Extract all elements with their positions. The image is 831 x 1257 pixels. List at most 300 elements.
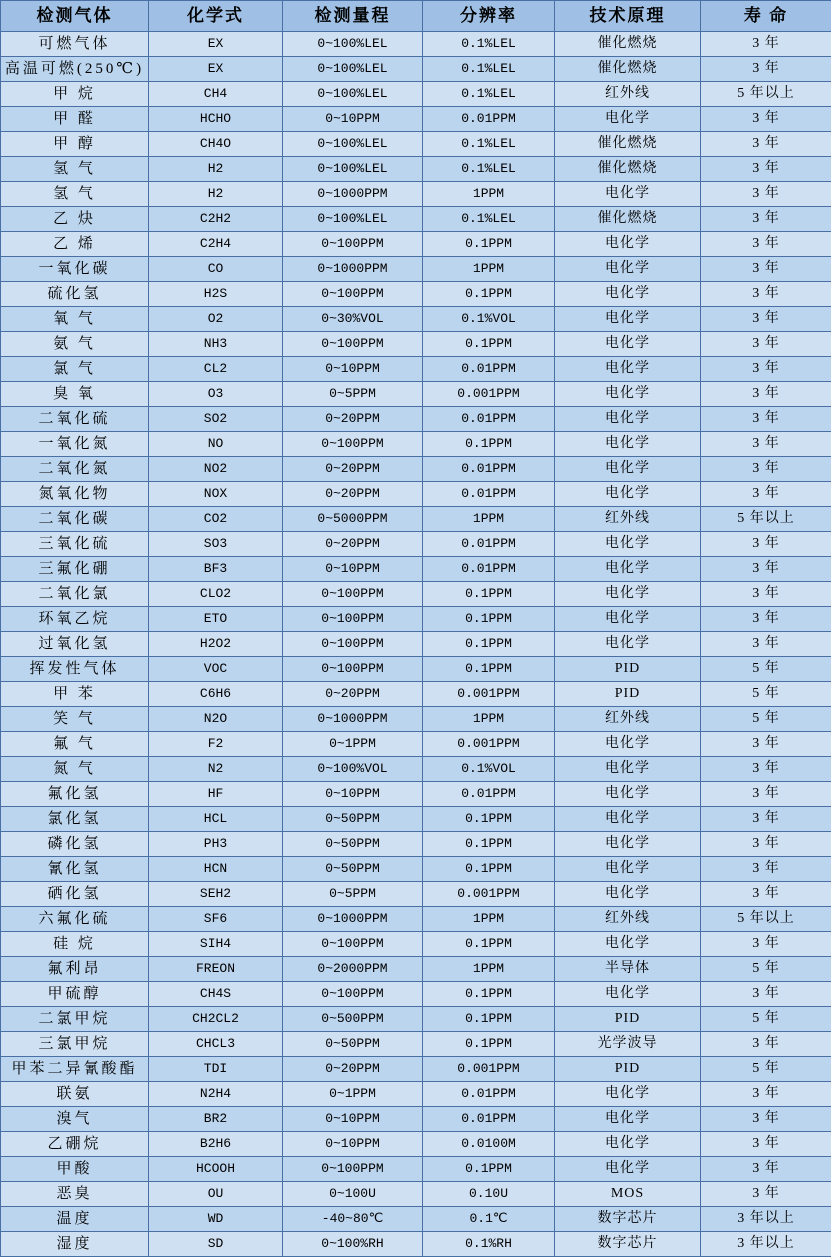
cell-formula: C2H4 [149,232,283,257]
cell-resolution: 0.1PPM [423,232,555,257]
cell-formula: NO [149,432,283,457]
table-row [1,457,831,482]
cell-formula: WD [149,1207,283,1232]
cell-range: 0~100PPM [283,1157,423,1182]
cell-formula: N2O [149,707,283,732]
cell-life: 3 年 [701,57,831,82]
cell-gas: 乙 烯 [1,232,149,257]
table-row [1,557,831,582]
cell-range: 0~20PPM [283,532,423,557]
cell-gas: 氧 气 [1,307,149,332]
cell-resolution: 0.1PPM [423,1157,555,1182]
cell-life: 3 年 [701,232,831,257]
cell-formula: SO2 [149,407,283,432]
cell-principle: 电化学 [555,282,701,307]
cell-range: 0~5PPM [283,882,423,907]
cell-life: 3 年 [701,832,831,857]
cell-principle: 电化学 [555,382,701,407]
cell-gas: 二氧化氯 [1,582,149,607]
table-row [1,1132,831,1157]
cell-life: 5 年 [701,1057,831,1082]
cell-range: 0~100%LEL [283,157,423,182]
cell-gas: 三氯甲烷 [1,1032,149,1057]
cell-principle: 电化学 [555,357,701,382]
table-row [1,82,831,107]
cell-resolution: 0.01PPM [423,107,555,132]
cell-principle: PID [555,1007,701,1032]
table-row [1,632,831,657]
cell-gas: 可燃气体 [1,32,149,57]
cell-gas: 氢 气 [1,157,149,182]
cell-life: 3 年 [701,932,831,957]
cell-resolution: 0.001PPM [423,382,555,407]
cell-range: 0~50PPM [283,857,423,882]
cell-life: 3 年 [701,732,831,757]
cell-life: 3 年 [701,32,831,57]
table-row [1,832,831,857]
cell-gas: 溴气 [1,1107,149,1132]
cell-formula: HCN [149,857,283,882]
cell-life: 3 年 [701,157,831,182]
table-row [1,607,831,632]
cell-gas: 挥发性气体 [1,657,149,682]
cell-resolution: 0.01PPM [423,357,555,382]
cell-range: 0~2000PPM [283,957,423,982]
cell-range: 0~100PPM [283,582,423,607]
cell-gas: 甲 苯 [1,682,149,707]
table-row [1,1157,831,1182]
cell-formula: HCOOH [149,1157,283,1182]
cell-formula: H2O2 [149,632,283,657]
cell-principle: 电化学 [555,632,701,657]
cell-formula: NH3 [149,332,283,357]
table-row [1,807,831,832]
table-row [1,482,831,507]
cell-principle: 电化学 [555,1132,701,1157]
cell-formula: CL2 [149,357,283,382]
table-row [1,57,831,82]
cell-formula: CH4S [149,982,283,1007]
cell-range: 0~10PPM [283,1132,423,1157]
table-header [1,1,831,32]
cell-resolution: 0.1PPM [423,1007,555,1032]
cell-principle: 电化学 [555,932,701,957]
cell-range: 0~10PPM [283,1107,423,1132]
cell-life: 3 年 [701,532,831,557]
cell-principle: 电化学 [555,107,701,132]
cell-life: 5 年 [701,1007,831,1032]
cell-life: 5 年 [701,707,831,732]
cell-principle: PID [555,657,701,682]
cell-resolution: 0.01PPM [423,782,555,807]
cell-principle: 电化学 [555,882,701,907]
cell-principle: 电化学 [555,432,701,457]
table-row [1,782,831,807]
cell-resolution: 0.001PPM [423,1057,555,1082]
cell-life: 3 年 [701,282,831,307]
cell-range: 0~500PPM [283,1007,423,1032]
cell-formula: PH3 [149,832,283,857]
cell-range: 0~1PPM [283,1082,423,1107]
cell-resolution: 1PPM [423,507,555,532]
cell-gas: 氮 气 [1,757,149,782]
cell-formula: EX [149,32,283,57]
cell-gas: 氮氧化物 [1,482,149,507]
cell-range: 0~100U [283,1182,423,1207]
cell-formula: H2S [149,282,283,307]
cell-gas: 环氧乙烷 [1,607,149,632]
cell-gas: 二氧化碳 [1,507,149,532]
cell-resolution: 0.01PPM [423,532,555,557]
cell-resolution: 0.1%VOL [423,307,555,332]
cell-gas: 甲酸 [1,1157,149,1182]
cell-principle: 电化学 [555,607,701,632]
cell-life: 3 年 [701,782,831,807]
cell-principle: 电化学 [555,1082,701,1107]
table-row [1,857,831,882]
cell-formula: F2 [149,732,283,757]
cell-principle: PID [555,1057,701,1082]
cell-principle: 催化燃烧 [555,132,701,157]
cell-formula: HCL [149,807,283,832]
cell-range: 0~100PPM [283,657,423,682]
cell-life: 5 年以上 [701,907,831,932]
cell-resolution: 0.1%LEL [423,82,555,107]
table-row [1,1107,831,1132]
cell-gas: 二氯甲烷 [1,1007,149,1032]
column-header-formula: 化学式 [149,1,283,32]
cell-resolution: 0.01PPM [423,407,555,432]
cell-formula: BF3 [149,557,283,582]
cell-principle: 电化学 [555,757,701,782]
cell-principle: 电化学 [555,532,701,557]
cell-range: 0~1000PPM [283,707,423,732]
cell-life: 3 年 [701,1032,831,1057]
cell-resolution: 0.001PPM [423,732,555,757]
cell-gas: 氟化氢 [1,782,149,807]
table-row [1,657,831,682]
cell-gas: 硅 烷 [1,932,149,957]
cell-gas: 联氨 [1,1082,149,1107]
cell-life: 3 年 [701,857,831,882]
cell-principle: 光学波导 [555,1032,701,1057]
cell-range: 0~10PPM [283,107,423,132]
cell-formula: NO2 [149,457,283,482]
cell-range: 0~10PPM [283,557,423,582]
cell-formula: SF6 [149,907,283,932]
cell-life: 3 年 [701,257,831,282]
cell-gas: 笑 气 [1,707,149,732]
cell-formula: C6H6 [149,682,283,707]
cell-gas: 甲 醛 [1,107,149,132]
cell-resolution: 0.001PPM [423,882,555,907]
cell-formula: EX [149,57,283,82]
cell-gas: 氟 气 [1,732,149,757]
cell-resolution: 0.01PPM [423,457,555,482]
cell-principle: 红外线 [555,507,701,532]
cell-formula: C2H2 [149,207,283,232]
table-body [1,32,831,1257]
cell-gas: 湿度 [1,1232,149,1257]
cell-gas: 甲硫醇 [1,982,149,1007]
cell-gas: 一氧化氮 [1,432,149,457]
table-row [1,132,831,157]
cell-formula: H2 [149,157,283,182]
cell-resolution: 0.1PPM [423,932,555,957]
cell-principle: 催化燃烧 [555,32,701,57]
cell-formula: CH4 [149,82,283,107]
cell-gas: 氟利昂 [1,957,149,982]
column-header-life: 寿 命 [701,1,831,32]
cell-gas: 二氧化硫 [1,407,149,432]
cell-resolution: 0.1PPM [423,332,555,357]
cell-principle: 电化学 [555,457,701,482]
table-row [1,307,831,332]
table-row [1,232,831,257]
cell-life: 3 年 [701,457,831,482]
table-row [1,1032,831,1057]
table-row [1,732,831,757]
table-row [1,582,831,607]
table-row [1,432,831,457]
cell-life: 3 年 [701,1182,831,1207]
cell-principle: 红外线 [555,907,701,932]
cell-gas: 一氧化碳 [1,257,149,282]
cell-principle: 电化学 [555,582,701,607]
cell-range: 0~100PPM [283,332,423,357]
table-row [1,1007,831,1032]
cell-principle: PID [555,682,701,707]
cell-range: 0~100PPM [283,282,423,307]
cell-formula: VOC [149,657,283,682]
cell-gas: 硒化氢 [1,882,149,907]
cell-life: 5 年 [701,957,831,982]
cell-principle: 数字芯片 [555,1207,701,1232]
cell-gas: 氰化氢 [1,857,149,882]
cell-formula: CO [149,257,283,282]
cell-gas: 恶臭 [1,1182,149,1207]
cell-principle: 电化学 [555,307,701,332]
column-header-gas: 检测气体 [1,1,149,32]
table-row [1,382,831,407]
cell-formula: SO3 [149,532,283,557]
table-row [1,682,831,707]
cell-principle: 电化学 [555,482,701,507]
cell-principle: 催化燃烧 [555,207,701,232]
cell-resolution: 0.1PPM [423,857,555,882]
cell-range: 0~100%LEL [283,132,423,157]
cell-formula: FREON [149,957,283,982]
table-row [1,257,831,282]
cell-range: 0~100%RH [283,1232,423,1257]
cell-resolution: 0.1%LEL [423,207,555,232]
cell-gas: 氨 气 [1,332,149,357]
cell-range: 0~50PPM [283,832,423,857]
cell-principle: 电化学 [555,732,701,757]
cell-formula: SEH2 [149,882,283,907]
cell-principle: 半导体 [555,957,701,982]
cell-range: 0~100PPM [283,432,423,457]
cell-resolution: 0.1PPM [423,632,555,657]
cell-range: 0~1000PPM [283,257,423,282]
table-row [1,757,831,782]
cell-formula: CLO2 [149,582,283,607]
cell-gas: 三氧化硫 [1,532,149,557]
cell-range: 0~100PPM [283,932,423,957]
cell-range: 0~1000PPM [283,907,423,932]
table-row [1,932,831,957]
cell-range: 0~100PPM [283,232,423,257]
cell-life: 3 年 [701,407,831,432]
cell-resolution: 0.1PPM [423,582,555,607]
cell-principle: 电化学 [555,232,701,257]
cell-formula: SIH4 [149,932,283,957]
cell-resolution: 0.1%RH [423,1232,555,1257]
cell-range: 0~100PPM [283,982,423,1007]
cell-resolution: 0.10U [423,1182,555,1207]
cell-life: 3 年 [701,557,831,582]
cell-range: 0~50PPM [283,1032,423,1057]
cell-range: 0~100PPM [283,632,423,657]
cell-gas: 乙 炔 [1,207,149,232]
cell-principle: 电化学 [555,782,701,807]
cell-principle: 电化学 [555,1157,701,1182]
table-row [1,157,831,182]
cell-resolution: 0.1%LEL [423,132,555,157]
cell-principle: 催化燃烧 [555,57,701,82]
cell-life: 3 年 [701,632,831,657]
cell-formula: B2H6 [149,1132,283,1157]
cell-formula: ETO [149,607,283,632]
cell-range: 0~20PPM [283,682,423,707]
table-row [1,1057,831,1082]
cell-range: 0~1PPM [283,732,423,757]
cell-resolution: 0.1%LEL [423,157,555,182]
cell-formula: CHCL3 [149,1032,283,1057]
cell-life: 3 年 [701,757,831,782]
cell-life: 3 年 [701,1082,831,1107]
cell-gas: 过氧化氢 [1,632,149,657]
cell-gas: 氯化氢 [1,807,149,832]
cell-life: 3 年 [701,982,831,1007]
cell-resolution: 1PPM [423,957,555,982]
cell-gas: 温度 [1,1207,149,1232]
table-row [1,32,831,57]
table-row [1,532,831,557]
cell-life: 3 年 [701,1107,831,1132]
cell-gas: 六氟化硫 [1,907,149,932]
cell-life: 3 年 [701,382,831,407]
cell-formula: N2 [149,757,283,782]
cell-principle: 电化学 [555,182,701,207]
cell-formula: HCHO [149,107,283,132]
cell-resolution: 0.001PPM [423,682,555,707]
cell-resolution: 0.01PPM [423,482,555,507]
cell-formula: CH4O [149,132,283,157]
cell-resolution: 1PPM [423,907,555,932]
cell-life: 3 年 [701,1157,831,1182]
column-header-resolution: 分辨率 [423,1,555,32]
cell-formula: N2H4 [149,1082,283,1107]
cell-life: 5 年以上 [701,82,831,107]
cell-formula: TDI [149,1057,283,1082]
cell-formula: HF [149,782,283,807]
cell-life: 3 年 [701,332,831,357]
cell-resolution: 0.1PPM [423,807,555,832]
cell-resolution: 0.1%LEL [423,57,555,82]
cell-principle: 电化学 [555,832,701,857]
cell-range: -40~80℃ [283,1207,423,1232]
cell-range: 0~20PPM [283,407,423,432]
table-row [1,357,831,382]
cell-resolution: 1PPM [423,257,555,282]
cell-range: 0~20PPM [283,482,423,507]
cell-life: 3 年 [701,482,831,507]
table-row [1,332,831,357]
cell-life: 3 年 [701,432,831,457]
cell-principle: MOS [555,1182,701,1207]
cell-life: 3 年 [701,582,831,607]
table-row [1,707,831,732]
cell-principle: 电化学 [555,257,701,282]
cell-life: 3 年 [701,607,831,632]
cell-life: 5 年 [701,657,831,682]
cell-life: 5 年以上 [701,507,831,532]
table-row [1,982,831,1007]
cell-formula: SD [149,1232,283,1257]
cell-life: 3 年以上 [701,1232,831,1257]
cell-range: 0~20PPM [283,1057,423,1082]
cell-gas: 甲 醇 [1,132,149,157]
table-header-row [1,1,831,32]
cell-range: 0~100%LEL [283,57,423,82]
cell-range: 0~100%LEL [283,207,423,232]
cell-formula: OU [149,1182,283,1207]
cell-resolution: 0.01PPM [423,1107,555,1132]
cell-formula: H2 [149,182,283,207]
cell-life: 3 年 [701,132,831,157]
cell-gas: 臭 氧 [1,382,149,407]
cell-principle: 电化学 [555,407,701,432]
cell-range: 0~30%VOL [283,307,423,332]
cell-principle: 电化学 [555,1107,701,1132]
table-row [1,282,831,307]
cell-resolution: 0.1PPM [423,282,555,307]
cell-life: 3 年 [701,882,831,907]
cell-life: 3 年 [701,1132,831,1157]
column-header-principle: 技术原理 [555,1,701,32]
table-row [1,407,831,432]
cell-resolution: 0.1%LEL [423,32,555,57]
cell-principle: 催化燃烧 [555,157,701,182]
cell-principle: 电化学 [555,557,701,582]
cell-resolution: 0.01PPM [423,1082,555,1107]
cell-resolution: 0.1PPM [423,432,555,457]
cell-resolution: 0.1PPM [423,1032,555,1057]
cell-life: 3 年 [701,807,831,832]
cell-gas: 氢 气 [1,182,149,207]
cell-formula: O3 [149,382,283,407]
cell-resolution: 1PPM [423,707,555,732]
table-row [1,1232,831,1257]
cell-gas: 高温可燃(250℃) [1,57,149,82]
cell-gas: 磷化氢 [1,832,149,857]
table-row [1,957,831,982]
cell-principle: 红外线 [555,707,701,732]
cell-range: 0~1000PPM [283,182,423,207]
table-row [1,507,831,532]
table-row [1,1207,831,1232]
